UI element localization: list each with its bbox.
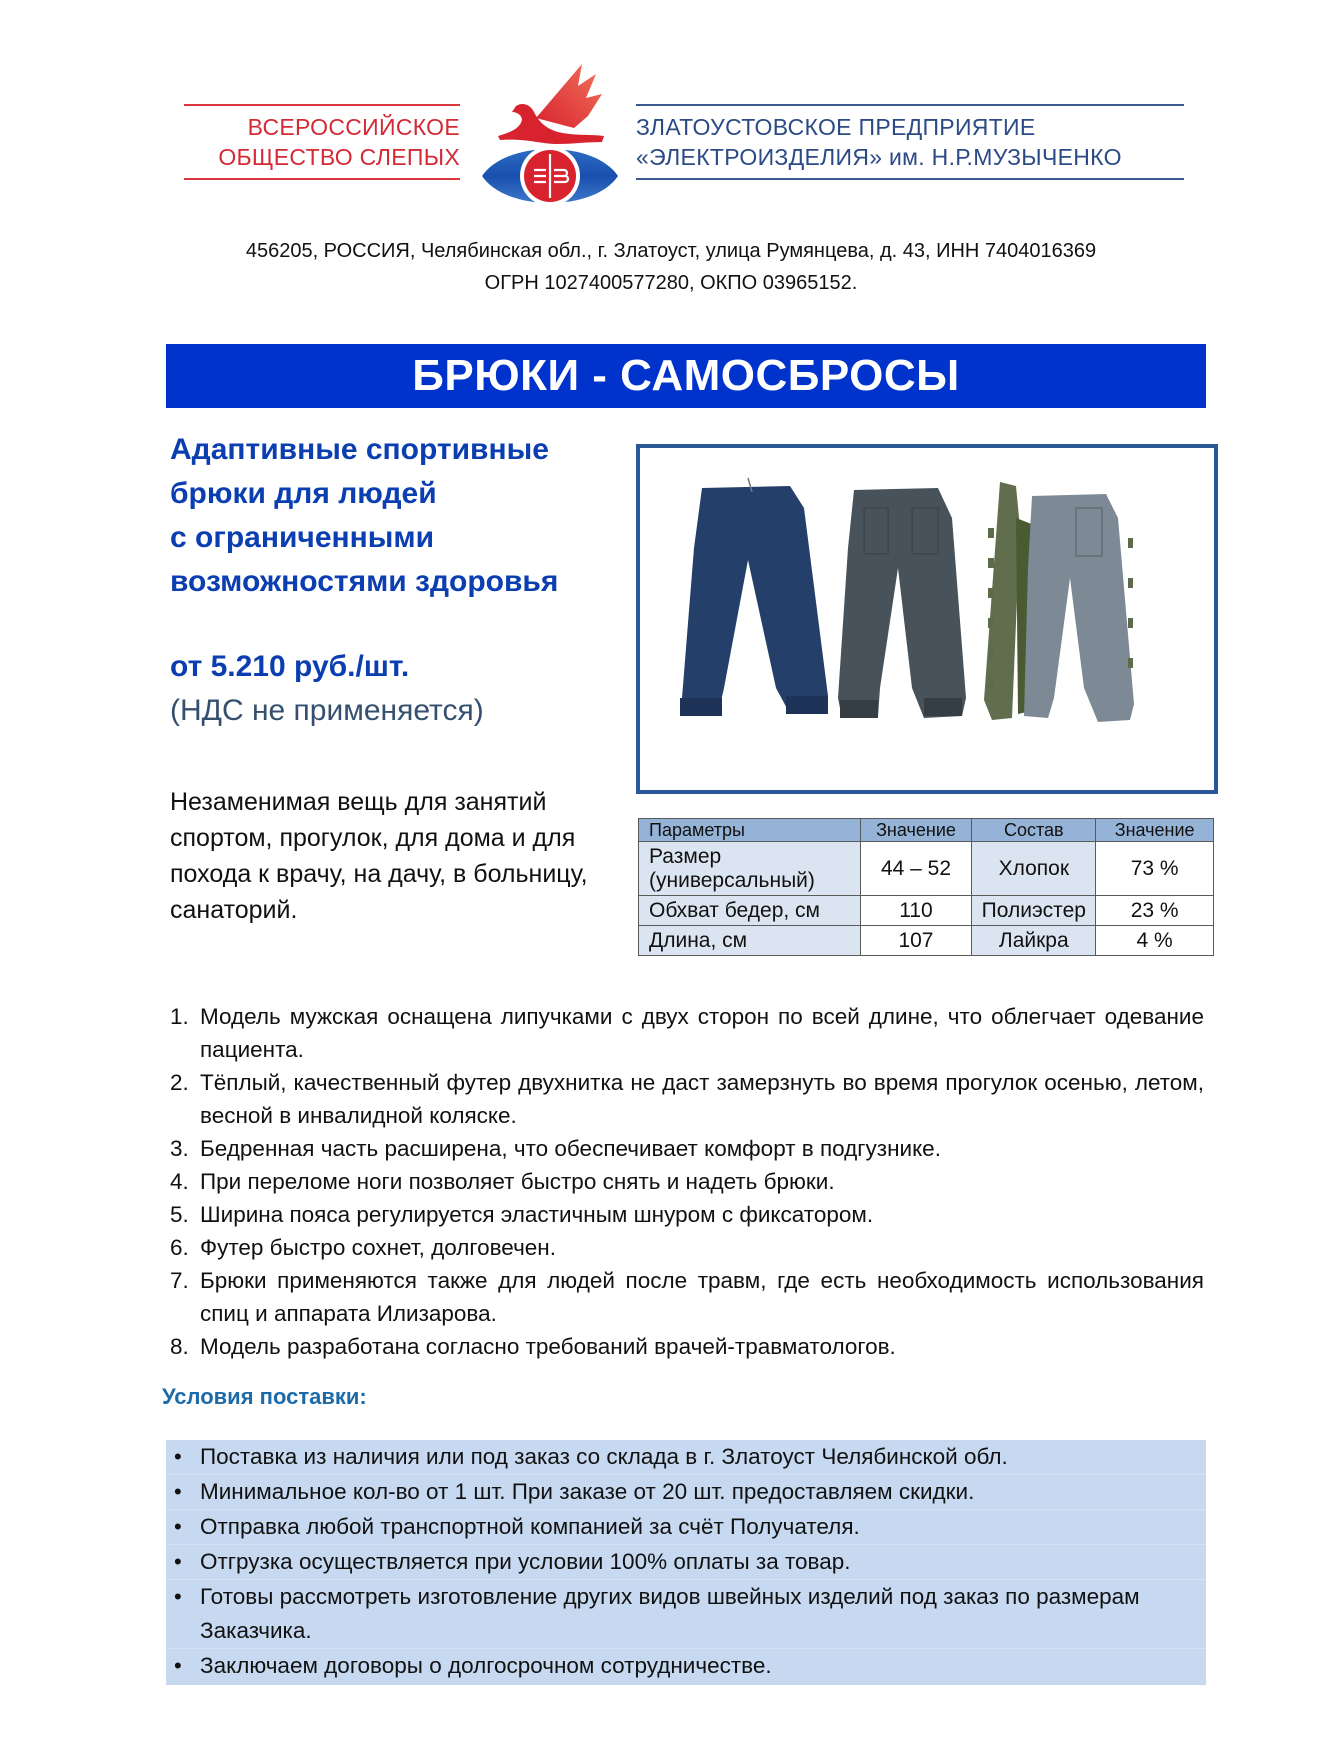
vos-logo-text bbox=[184, 104, 460, 180]
list-item bbox=[170, 1165, 1204, 1198]
table-row bbox=[639, 896, 1214, 926]
product-description: Незаменимая вещь для занятий спортом, прогулок, для дома и для похода к врачу, на дачу, в больницу, санаторий. bbox=[170, 788, 588, 924]
item-text: Поставка из наличия или под заказ со склада в г. Златоуст Челябинской обл. bbox=[200, 1444, 1008, 1469]
list-item bbox=[166, 1580, 1206, 1649]
list-item bbox=[170, 1330, 1204, 1363]
org-name-line: ВСЕРОССИЙСКОЕ bbox=[247, 114, 460, 140]
list-item bbox=[170, 1231, 1204, 1264]
item-text: Готовы рассмотреть изготовление других видов швейных изделий под заказ по размерам Заказчика. bbox=[200, 1584, 1140, 1643]
item-number: 7. bbox=[170, 1268, 189, 1293]
features-list bbox=[170, 1000, 1204, 1363]
item-number: 6. bbox=[170, 1235, 189, 1260]
terms-list bbox=[166, 1440, 1206, 1685]
item-number: 8. bbox=[170, 1334, 189, 1359]
item-text: При переломе ноги позволяет быстро снять и надеть брюки. bbox=[200, 1169, 835, 1194]
column-header: Состав bbox=[972, 819, 1096, 842]
address-line: 456205, РОССИЯ, Челябинская обл., г. Златоуст, улица Румянцева, д. 43, ИНН 7404016369 bbox=[245, 240, 1097, 262]
pants-grey-image bbox=[838, 488, 966, 718]
pegasus-eye-emblem-icon bbox=[478, 58, 622, 216]
pants-navy-image bbox=[680, 478, 828, 716]
material-cell: Лайкра bbox=[972, 926, 1096, 956]
price: от 5.210 руб./шт. bbox=[170, 650, 410, 683]
table-row bbox=[639, 926, 1214, 956]
vat-note: (НДС не применяется) bbox=[170, 694, 484, 727]
bullet-icon: • bbox=[174, 1514, 182, 1539]
org-name-line: ЗЛАТОУСТОВСКОЕ ПРЕДПРИЯТИЕ bbox=[636, 114, 1036, 140]
value-cell: 44 – 52 bbox=[860, 842, 972, 896]
list-item bbox=[166, 1649, 1206, 1685]
enterprise-logo-text bbox=[636, 104, 1184, 180]
item-text: Бедренная часть расширена, что обеспечивает комфорт в подгузнике. bbox=[200, 1136, 941, 1161]
list-item bbox=[170, 1198, 1204, 1231]
item-text: Ширина пояса регулируется эластичным шнуром с фиксатором. bbox=[200, 1202, 874, 1227]
item-text: Заключаем договоры о долгосрочном сотрудничестве. bbox=[200, 1653, 772, 1678]
bullet-icon: • bbox=[174, 1549, 182, 1574]
column-header: Параметры bbox=[639, 819, 861, 842]
item-text: Брюки применяются также для людей после травм, где есть необходимость использования спиц и аппарата Илизарова. bbox=[200, 1268, 1204, 1326]
table-header-row bbox=[639, 819, 1214, 842]
percent-cell: 73 % bbox=[1096, 842, 1214, 896]
divider bbox=[636, 178, 1184, 180]
product-photo bbox=[636, 444, 1218, 794]
item-text: Отправка любой транспортной компанией за счёт Получателя. bbox=[200, 1514, 860, 1539]
subtitle-line: возможностями здоровья bbox=[170, 565, 559, 598]
item-text: Отгрузка осуществляется при условии 100% оплаты за товар. bbox=[200, 1549, 851, 1574]
item-text: Модель разработана согласно требований врачей-травматологов. bbox=[200, 1334, 896, 1359]
product-subtitle bbox=[170, 428, 610, 604]
material-cell: Полиэстер bbox=[972, 896, 1096, 926]
org-name-line: «ЭЛЕКТРОИЗДЕЛИЯ» им. Н.Р.МУЗЫЧЕНКО bbox=[636, 144, 1122, 170]
specs-table bbox=[638, 818, 1214, 956]
item-text: Тёплый, качественный футер двухнитка не даст замерзнуть во время прогулок осенью, летом, весной в инвалидной коляске. bbox=[200, 1070, 1204, 1128]
divider bbox=[636, 104, 1184, 106]
list-item bbox=[170, 1132, 1204, 1165]
param-cell: Обхват бедер, см bbox=[639, 896, 861, 926]
material-cell: Хлопок bbox=[972, 842, 1096, 896]
list-item bbox=[170, 1264, 1204, 1330]
percent-cell: 23 % bbox=[1096, 896, 1214, 926]
org-name-line: ОБЩЕСТВО СЛЕПЫХ bbox=[218, 144, 460, 170]
bullet-icon: • bbox=[174, 1444, 182, 1469]
param-cell: Длина, см bbox=[639, 926, 861, 956]
bullet-icon: • bbox=[174, 1479, 182, 1504]
pants-open-velcro-image bbox=[984, 482, 1134, 722]
list-item bbox=[166, 1510, 1206, 1545]
subtitle-line: с ограниченными bbox=[170, 521, 435, 554]
item-number: 2. bbox=[170, 1070, 189, 1095]
subtitle-line: брюки для людей bbox=[170, 477, 437, 510]
param-cell: Размер (универсальный) bbox=[639, 842, 861, 896]
subtitle-line: Адаптивные спортивные bbox=[170, 433, 549, 466]
item-number: 1. bbox=[170, 1004, 189, 1029]
registration-line: ОГРН 1027400577280, ОКПО 03965152. bbox=[484, 272, 858, 294]
divider bbox=[184, 178, 460, 180]
list-item bbox=[170, 1000, 1204, 1066]
table-row bbox=[639, 842, 1214, 896]
value-cell: 107 bbox=[860, 926, 972, 956]
value-cell: 110 bbox=[860, 896, 972, 926]
item-number: 3. bbox=[170, 1136, 189, 1161]
column-header: Значение bbox=[860, 819, 972, 842]
percent-cell: 4 % bbox=[1096, 926, 1214, 956]
column-header: Значение bbox=[1096, 819, 1214, 842]
item-number: 5. bbox=[170, 1202, 189, 1227]
item-text: Модель мужская оснащена липучками с двух сторон по всей длине, что облегчает одевание пациента. bbox=[200, 1004, 1204, 1062]
terms-heading: Условия поставки: bbox=[162, 1384, 367, 1409]
list-item bbox=[166, 1545, 1206, 1580]
item-number: 4. bbox=[170, 1169, 189, 1194]
bullet-icon: • bbox=[174, 1584, 182, 1609]
list-item bbox=[166, 1475, 1206, 1510]
divider bbox=[184, 104, 460, 106]
item-text: Минимальное кол-во от 1 шт. При заказе от 20 шт. предоставляем скидки. bbox=[200, 1479, 975, 1504]
page-title: БРЮКИ - САМОСБРОСЫ bbox=[412, 351, 960, 400]
bullet-icon: • bbox=[174, 1653, 182, 1678]
title-banner bbox=[166, 344, 1206, 408]
item-text: Футер быстро сохнет, долговечен. bbox=[200, 1235, 556, 1260]
list-item bbox=[166, 1440, 1206, 1475]
list-item bbox=[170, 1066, 1204, 1132]
